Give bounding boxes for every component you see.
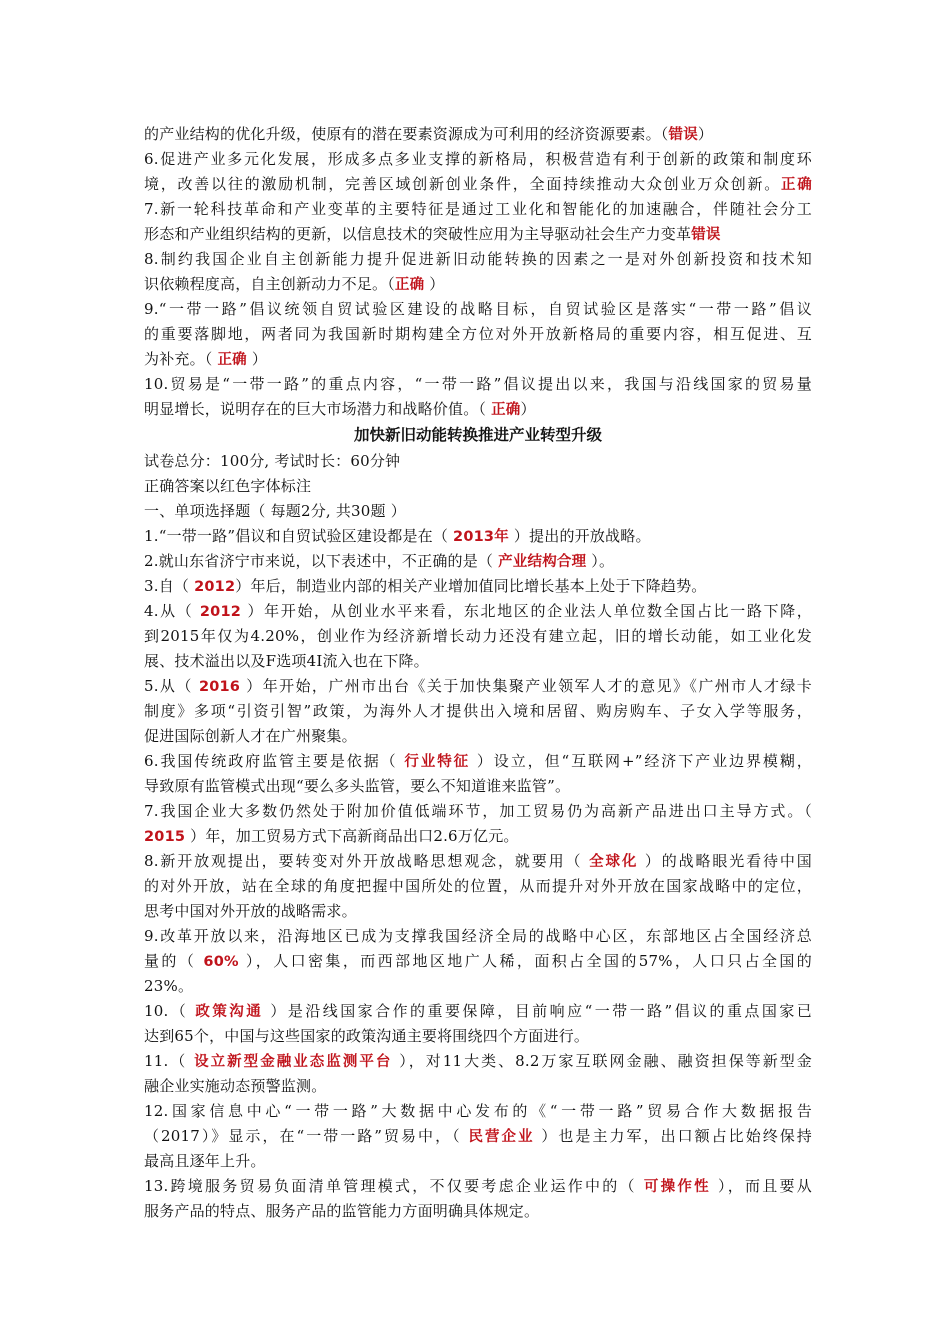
answer-text: 设立新型金融业态监测平台	[194, 1054, 393, 1070]
question-text: 23%。	[144, 977, 194, 995]
text-line	[144, 372, 812, 397]
answer-text: 产业结构合理	[498, 554, 587, 570]
question-text: 4.从（	[144, 602, 200, 620]
text-line	[144, 122, 812, 147]
text-line	[144, 799, 812, 824]
text-line	[144, 397, 812, 422]
question-text: 思考中国对外开放的战略需求。	[144, 902, 357, 920]
question-text: 达到65个，中国与这些国家的政策沟通主要将围绕四个方面进行。	[144, 1027, 590, 1045]
question-text: 一、单项选择题（ 每题2分, 共30题 ）	[144, 502, 406, 520]
text-line	[144, 1049, 812, 1074]
question-text: 的重要落脚地，两者同为我国新时期构建全方位对外开放新格局的重要内容，相互促进、互	[144, 325, 812, 343]
question-text: 的产业结构的优化升级，使原有的潜在要素资源成为可利用的经济资源要素。（	[144, 125, 669, 143]
text-line	[144, 774, 812, 799]
question-text: ）提出的开放战略。	[508, 527, 651, 545]
question-text: ）	[697, 125, 714, 143]
question-text: 融企业实施动态预警监测。	[144, 1077, 327, 1095]
text-line	[144, 197, 812, 222]
text-line	[144, 574, 812, 599]
question-text: 形态和产业组织结构的更新，以信息技术的突破性应用为主导驱动社会生产力变革	[144, 225, 692, 243]
question-text: 7.新一轮科技革命和产业变革的主要特征是通过工业化和智能化的加速融合，伴随社会分工	[144, 200, 812, 218]
text-line	[144, 1099, 812, 1124]
text-line	[144, 1074, 812, 1099]
question-text: 导致原有监管模式出现“要么多头监管，要么不知道谁来监管”。	[144, 777, 571, 795]
text-line	[144, 297, 812, 322]
question-text: 8.制约我国企业自主创新能力提升促进新旧动能转换的因素之一是对外创新投资和技术知	[144, 250, 812, 268]
text-line	[144, 974, 812, 999]
question-text: ），人口密集，而西部地区地广人稀，面积占全国的57%，人口只占全国的	[238, 952, 812, 970]
answer-text: 正确	[491, 402, 521, 418]
text-line	[144, 474, 812, 499]
text-line	[144, 674, 812, 699]
question-text: 最高且逐年上升。	[144, 1152, 266, 1170]
text-line	[144, 924, 812, 949]
question-text: ）年，加工贸易方式下高新商品出口2.6万亿元。	[185, 827, 519, 845]
question-text: 2.就山东省济宁市来说，以下表述中，不正确的是（	[144, 552, 499, 570]
question-text: 服务产品的特点、服务产品的监管能力方面明确具体规定。	[144, 1202, 540, 1220]
answer-text: 2013年	[453, 529, 509, 545]
true-false-section	[144, 122, 812, 422]
answer-text: 政策沟通	[195, 1004, 264, 1020]
text-line	[144, 449, 812, 474]
text-line	[144, 824, 812, 849]
question-text: 的对外开放，站在全球的角度把握中国所处的位置，从而提升对外开放在国家战略中的定位，	[144, 877, 812, 895]
text-line	[144, 999, 812, 1024]
text-line	[144, 1149, 812, 1174]
text-line	[144, 272, 812, 297]
text-line	[144, 524, 812, 549]
question-text: 3.自（	[144, 577, 195, 595]
text-line	[144, 147, 812, 172]
answer-text: 60%	[203, 954, 239, 970]
answer-text: 正确	[217, 352, 247, 368]
answer-text: 可操作性	[643, 1179, 711, 1195]
text-line	[144, 172, 812, 197]
answer-text: 民营企业	[468, 1129, 535, 1145]
question-text: ）是沿线国家合作的重要保障，目前响应“一带一路”倡议的重点国家已	[263, 1002, 812, 1020]
question-text: 识依赖程度高，自主创新动力不足。（	[144, 275, 395, 293]
text-line	[144, 899, 812, 924]
text-line	[144, 1174, 812, 1199]
question-text: 9.改革开放以来，沿海地区已成为支撑我国经济全局的战略中心区，东部地区占全国经济总	[144, 927, 812, 945]
question-text: ）设立，但“互联网+”经济下产业边界模糊，	[470, 752, 812, 770]
question-text: 制度》多项“引资引智”政策，为海外人才提供出入境和居留、购房购车、子女入学等服务，	[144, 702, 812, 720]
text-line	[144, 949, 812, 974]
answer-text: 2016	[198, 679, 241, 695]
text-line	[144, 247, 812, 272]
text-line	[144, 1024, 812, 1049]
question-text: 到2015年仅为4.20%，创业作为经济新增长动力还没有建立起，旧的增长动能，如工业化发	[144, 627, 812, 645]
question-text: 展、技术溢出以及F选项4I流入也在下降。	[144, 652, 429, 670]
question-text: 为补充。（	[144, 350, 218, 368]
question-text: 6.促进产业多元化发展，形成多点多业支撑的新格局，积极营造有利于创新的政策和制度环	[144, 150, 812, 168]
text-line	[144, 649, 812, 674]
question-text: 试卷总分：100分, 考试时长：60分钟	[144, 452, 401, 470]
question-text: ）。	[586, 552, 615, 570]
document-page	[144, 122, 812, 1224]
question-text: ），而且要从	[710, 1177, 812, 1195]
text-line	[144, 724, 812, 749]
text-line	[144, 874, 812, 899]
question-text: 10.（	[144, 1002, 196, 1020]
question-text: 境，改善以往的激励机制，完善区域创新创业条件，全面持续推动大众创业万众创新。	[144, 175, 782, 193]
question-text: 明显增长，说明存在的巨大市场潜力和战略价值。（	[144, 400, 492, 418]
text-line	[144, 749, 812, 774]
question-text: 11.（	[144, 1052, 195, 1070]
text-line	[144, 499, 812, 524]
question-text: 12.国家信息中心“一带一路”大数据中心发布的《“一带一路”贸易合作大数据报告	[144, 1102, 812, 1120]
question-text: ）	[424, 275, 445, 293]
question-text: ）	[246, 350, 268, 368]
answer-text: 2012	[194, 579, 236, 595]
text-line	[144, 699, 812, 724]
question-text: ）的战略眼光看待中国	[638, 852, 812, 870]
answer-text: 正确	[781, 177, 812, 193]
question-text: 13.跨境服务贸易负面清单管理模式，不仅要考虑企业运作中的（	[144, 1177, 644, 1195]
text-line	[144, 549, 812, 574]
question-text: 量的（	[144, 952, 204, 970]
text-line	[144, 1199, 812, 1224]
text-line	[144, 849, 812, 874]
answer-text: 全球化	[589, 854, 639, 870]
text-line	[144, 222, 812, 247]
question-text: （2017）》显示，在“一带一路”贸易中，（	[144, 1127, 469, 1145]
question-text: ）年开始，广州市出台《关于加快集聚产业领军人才的意见》《广州市人才绿卡	[240, 677, 812, 695]
answer-text: 2012	[199, 604, 242, 620]
question-text: ），对11大类、8.2万家互联网金融、融资担保等新型金	[392, 1052, 813, 1070]
question-text: ）年开始，从创业水平来看，东北地区的企业法人单位数全国占比一路下降，	[241, 602, 812, 620]
single-choice-section	[144, 449, 812, 1224]
question-text: ）也是主力军，出口额占比始终保持	[534, 1127, 812, 1145]
text-line	[144, 347, 812, 372]
text-line	[144, 599, 812, 624]
question-text: 促进国际创新人才在广州聚集。	[144, 727, 357, 745]
text-line	[144, 1124, 812, 1149]
answer-text: 行业特征	[404, 754, 471, 770]
question-text: 10.贸易是“一带一路”的重点内容，“一带一路”倡议提出以来，我国与沿线国家的贸易量	[144, 375, 812, 393]
question-text: 6.我国传统政府监管主要是依据（	[144, 752, 405, 770]
answer-text: 错误	[668, 127, 698, 143]
answer-text: 正确	[394, 277, 425, 293]
question-text: ）年后，制造业内部的相关产业增加值同比增长基本上处于下降趋势。	[235, 577, 707, 595]
section-title: 加快新旧动能转换推进产业转型升级	[353, 426, 602, 444]
question-text: 1.“一带一路”倡议和自贸试验区建设都是在（	[144, 527, 454, 545]
question-text: 7.我国企业大多数仍然处于附加价值低端环节，加工贸易仍为高新产品进出口主导方式。（	[144, 802, 812, 820]
answer-text: 2015	[144, 829, 186, 845]
question-text: 9.“一带一路”倡议统领自贸试验区建设的战略目标，自贸试验区是落实“一带一路”倡议	[144, 300, 812, 318]
question-text: 8.新开放观提出，要转变对外开放战略思想观念，就要用（	[144, 852, 590, 870]
question-text: 5.从（	[144, 677, 199, 695]
text-line	[144, 322, 812, 347]
question-text: 正确答案以红色字体标注	[144, 477, 312, 495]
text-line	[144, 624, 812, 649]
question-text: ）	[520, 400, 536, 418]
answer-text: 错误	[691, 227, 721, 243]
